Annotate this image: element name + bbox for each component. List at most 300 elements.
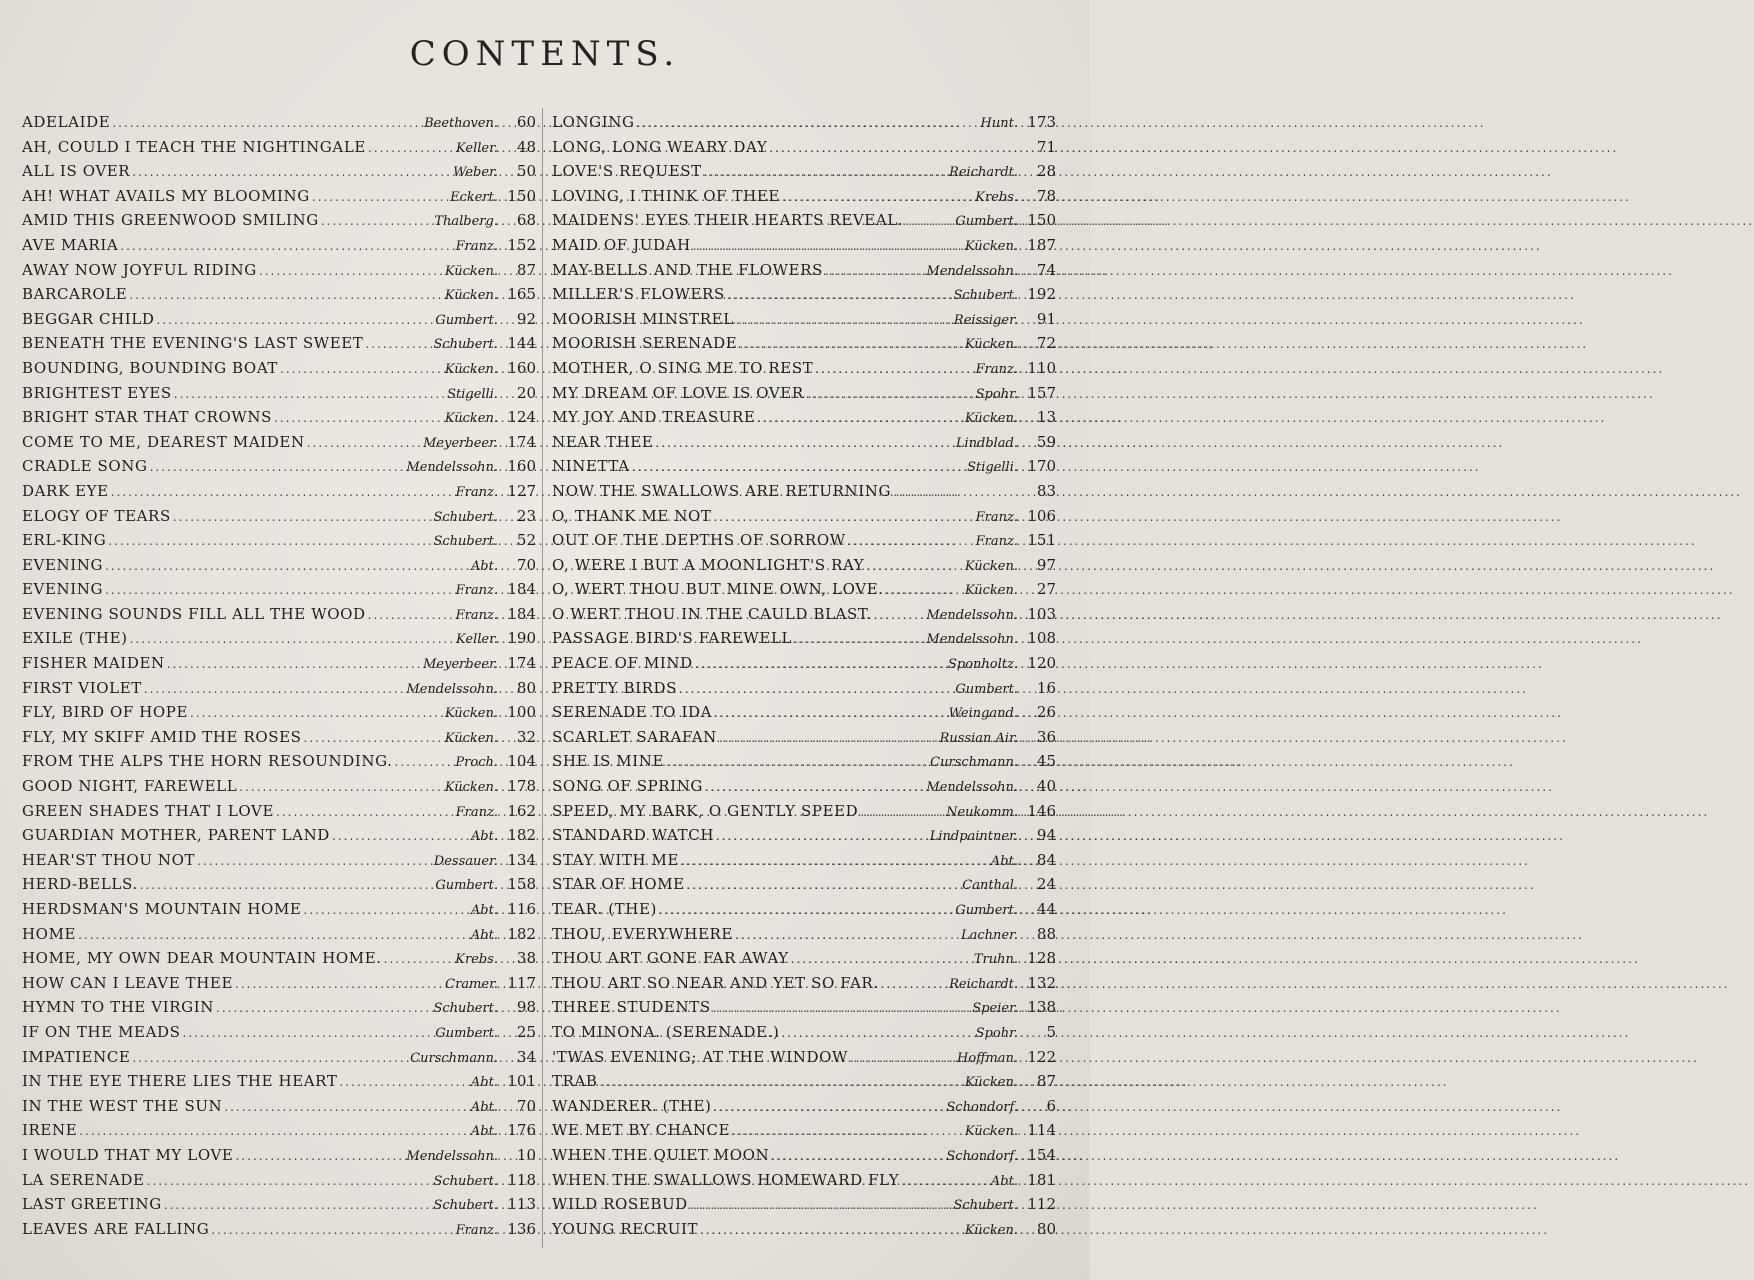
song-title: HOW CAN I LEAVE THEE xyxy=(22,973,233,992)
page-number: 52 xyxy=(516,531,536,550)
contents-entry xyxy=(22,602,536,627)
dot-leader xyxy=(79,1119,469,1144)
composer-name: Mendelssohn. xyxy=(406,681,498,697)
dot-leader xyxy=(105,554,469,579)
contents-entry xyxy=(22,553,536,578)
contents-entry xyxy=(22,454,536,479)
dot-leader xyxy=(881,972,947,997)
song-title: BARCAROLE xyxy=(22,285,128,304)
dot-leader xyxy=(190,701,443,726)
composer-name: Reissiger. xyxy=(953,312,1018,328)
composer-name: Meyerbeer. xyxy=(423,435,498,451)
composer-name: Schondorf. xyxy=(946,1148,1018,1164)
composer-name: Reichardt. xyxy=(949,976,1018,992)
composer-name: Franz. xyxy=(455,607,498,623)
page-number: 128 xyxy=(1027,949,1056,968)
song-title: FLY, BIRD OF HOPE xyxy=(22,703,189,722)
song-title: WE MET BY CHANCE xyxy=(552,1121,731,1140)
composer-name: Weingand. xyxy=(948,706,1018,722)
dot-leader xyxy=(105,578,454,603)
song-title: MOORISH SERENADE xyxy=(552,334,738,353)
dot-leader xyxy=(120,234,453,259)
contents-entry xyxy=(552,258,1056,283)
composer-name: Mendelssohn. xyxy=(406,460,498,476)
song-title: IN THE EYE THERE LIES THE HEART xyxy=(22,1072,338,1091)
contents-entry xyxy=(552,282,1056,307)
composer-name: Stigelli. xyxy=(447,386,498,402)
song-title: THOU, EVERYWHERE xyxy=(552,924,733,943)
composer-name: Schubert. xyxy=(433,534,498,550)
contents-entry xyxy=(22,1069,536,1094)
contents-entry xyxy=(22,1192,536,1217)
composer-name: Kücken. xyxy=(444,706,498,722)
dot-leader xyxy=(655,431,953,456)
dot-leader xyxy=(806,382,974,407)
page-number: 187 xyxy=(1027,235,1056,254)
contents-entry xyxy=(22,159,536,184)
dot-leader xyxy=(732,1119,963,1144)
composer-name: Gumbert. xyxy=(435,878,498,894)
page-number: 26 xyxy=(1036,703,1056,722)
song-title: GREEN SHADES THAT I LOVE xyxy=(22,801,275,820)
page-number: 117 xyxy=(507,973,536,992)
page-number: 182 xyxy=(507,924,536,943)
contents-entry xyxy=(552,971,1056,996)
contents-entry xyxy=(22,700,536,725)
song-title: CRADLE SONG xyxy=(22,457,148,476)
dot-leader xyxy=(716,824,928,849)
composer-name: Kücken. xyxy=(444,411,498,427)
contents-entry xyxy=(552,995,1056,1020)
contents-entry xyxy=(22,848,536,873)
dot-leader xyxy=(600,1070,963,1095)
song-title: GUARDIAN MOTHER, PARENT LAND xyxy=(22,826,330,845)
composer-name: Kücken. xyxy=(444,730,498,746)
page-number: 24 xyxy=(1036,875,1056,894)
contents-entry xyxy=(552,872,1056,897)
composer-name: Kücken. xyxy=(444,263,498,279)
dot-leader xyxy=(700,1218,963,1243)
composer-name: Beethoven. xyxy=(424,116,498,131)
contents-entry xyxy=(552,479,1056,504)
composer-name: Kücken. xyxy=(444,361,498,377)
song-title: EXILE (THE) xyxy=(22,629,128,648)
composer-name: Gumbert. xyxy=(955,214,1018,230)
contents-entry xyxy=(552,823,1056,848)
dot-leader xyxy=(78,923,469,948)
contents-entry xyxy=(22,1020,536,1045)
contents-entry xyxy=(552,848,1056,873)
contents-column-left xyxy=(22,110,536,1241)
song-title: IMPATIENCE xyxy=(22,1047,131,1066)
song-title: NINETTA xyxy=(552,457,630,476)
contents-entry xyxy=(552,1094,1056,1119)
composer-name: Schubert. xyxy=(433,1001,498,1017)
contents-entry xyxy=(22,774,536,799)
composer-name: Eckert. xyxy=(450,189,498,205)
page-title: CONTENTS. xyxy=(409,34,681,74)
page-number: 181 xyxy=(1027,1170,1056,1189)
dot-leader xyxy=(791,947,972,972)
dot-leader xyxy=(174,382,445,407)
page-number: 5 xyxy=(1046,1022,1056,1041)
composer-name: Keller. xyxy=(456,140,498,156)
composer-name: Franz. xyxy=(455,583,498,599)
page-number: 150 xyxy=(1027,211,1056,230)
dot-leader xyxy=(216,996,431,1021)
dot-leader xyxy=(679,677,953,702)
page-number: 20 xyxy=(516,383,536,402)
song-title: AH! WHAT AVAILS MY BLOOMING xyxy=(22,186,310,205)
composer-name: Abt. xyxy=(470,558,498,574)
song-title: MY JOY AND TREASURE xyxy=(552,408,756,427)
contents-entry xyxy=(552,946,1056,971)
dot-leader xyxy=(150,455,405,480)
composer-name: Meyerbeer. xyxy=(423,657,498,673)
song-title: WANDERER. (THE) xyxy=(552,1096,712,1115)
dot-leader xyxy=(108,529,431,554)
contents-entry xyxy=(552,799,1056,824)
composer-name: Canthal. xyxy=(962,878,1018,894)
dot-leader xyxy=(274,406,443,431)
dot-leader xyxy=(637,111,979,136)
page-number: 158 xyxy=(507,875,536,894)
dot-leader xyxy=(860,800,944,825)
composer-name: Curschmann. xyxy=(410,1050,498,1066)
song-title: STANDARD WATCH xyxy=(552,826,715,845)
composer-name: Franz. xyxy=(455,484,498,500)
dot-leader xyxy=(321,209,433,234)
page-number: 27 xyxy=(1036,580,1056,599)
dot-leader xyxy=(769,136,1016,161)
composer-name: Abt. xyxy=(470,1124,498,1140)
page-number: 84 xyxy=(1036,850,1056,869)
composer-name: Franz. xyxy=(455,804,498,820)
dot-leader xyxy=(794,627,924,652)
page-number: 151 xyxy=(1027,531,1056,550)
contents-entry xyxy=(552,208,1056,233)
page-number: 152 xyxy=(507,235,536,254)
song-title: O, WERT THOU BUT MINE OWN, LOVE. xyxy=(552,580,884,599)
page-number: 70 xyxy=(516,555,536,574)
contents-entry xyxy=(22,577,536,602)
page-number: 113 xyxy=(507,1195,536,1214)
dot-leader xyxy=(365,332,431,357)
composer-name: Kücken. xyxy=(444,780,498,796)
contents-entry xyxy=(22,946,536,971)
dot-leader xyxy=(173,505,432,530)
page-number: 83 xyxy=(1036,481,1056,500)
song-title: BRIGHTEST EYES xyxy=(22,383,172,402)
dot-leader xyxy=(727,283,952,308)
dot-leader xyxy=(893,480,1016,505)
dot-leader xyxy=(704,160,947,185)
song-title: HERDSMAN'S MOUNTAIN HOME xyxy=(22,900,302,918)
song-title: YOUNG RECRUIT xyxy=(552,1219,699,1238)
contents-entry xyxy=(552,233,1056,258)
song-title: WHEN THE SWALLOWS HOMEWARD FLY xyxy=(552,1170,900,1189)
page-number: 6 xyxy=(1046,1096,1056,1115)
dot-leader xyxy=(713,996,971,1021)
page-number: 132 xyxy=(1027,973,1056,992)
contents-entry xyxy=(552,454,1056,479)
dot-leader xyxy=(384,947,454,972)
contents-entry xyxy=(22,725,536,750)
contents-entry xyxy=(22,184,536,209)
dot-leader xyxy=(690,1193,952,1218)
page-number: 28 xyxy=(1036,162,1056,181)
composer-name: Keller. xyxy=(456,632,498,648)
dot-leader xyxy=(815,357,973,382)
page-number: 150 xyxy=(507,186,536,205)
contents-entry xyxy=(552,356,1056,381)
page-number: 10 xyxy=(516,1145,536,1164)
song-title: COME TO ME, DEAREST MAIDEN xyxy=(22,432,305,451)
dot-leader xyxy=(332,824,469,849)
composer-name: Kücken. xyxy=(964,1075,1018,1091)
composer-name: Schubert. xyxy=(953,288,1018,304)
song-title: OUT OF THE DEPTHS OF SORROW xyxy=(552,531,846,550)
page-number: 134 xyxy=(507,850,536,869)
song-title: ERL-KING xyxy=(22,531,107,550)
composer-name: Kücken. xyxy=(964,238,1018,254)
dot-leader xyxy=(368,603,454,628)
contents-entry xyxy=(552,1118,1056,1143)
dot-leader xyxy=(132,160,451,185)
dot-leader xyxy=(632,455,965,480)
composer-name: Speier. xyxy=(972,1001,1018,1017)
dot-leader xyxy=(713,505,973,530)
page-number: 91 xyxy=(1036,309,1056,328)
page-number: 174 xyxy=(507,432,536,451)
song-title: WILD ROSEBUD xyxy=(552,1195,688,1214)
page-number: 114 xyxy=(1027,1121,1056,1140)
song-title: SPEED, MY BARK, O GENTLY SPEED xyxy=(552,801,859,820)
song-title: IN THE WEST THE SUN xyxy=(22,1096,223,1115)
page-number: 44 xyxy=(1036,900,1056,918)
composer-name: Krebs. xyxy=(455,952,498,968)
page-number: 74 xyxy=(1036,260,1056,279)
page-number: 136 xyxy=(507,1219,536,1238)
contents-entry xyxy=(552,1217,1056,1242)
dot-leader xyxy=(157,308,434,333)
song-title: PEACE OF MIND xyxy=(552,654,693,673)
dot-leader xyxy=(739,332,963,357)
page-number: 13 xyxy=(1036,408,1056,427)
dot-leader xyxy=(129,283,442,308)
song-title: MAID OF JUDAH xyxy=(552,235,691,254)
page-number: 174 xyxy=(507,654,536,673)
dot-leader xyxy=(395,750,454,775)
composer-name: Abt. xyxy=(470,1099,498,1115)
song-title: WHEN THE QUIET MOON xyxy=(552,1145,770,1164)
page-number: 80 xyxy=(1036,1219,1056,1238)
composer-name: Stigelli. xyxy=(967,460,1018,476)
page-number: 45 xyxy=(1036,752,1056,771)
page-number: 106 xyxy=(1027,506,1056,525)
song-title: PASSAGE BIRD'S FAREWELL xyxy=(552,629,793,648)
contents-entry xyxy=(22,1143,536,1168)
song-title: SERENADE TO IDA xyxy=(552,703,713,722)
page-number: 38 xyxy=(516,949,536,968)
page-number: 110 xyxy=(1027,358,1056,377)
contents-entry xyxy=(22,405,536,430)
contents-entry xyxy=(552,577,1056,602)
page-number: 165 xyxy=(507,285,536,304)
song-title: FLY, MY SKIFF AMID THE ROSES xyxy=(22,727,302,746)
column-divider xyxy=(542,108,543,1248)
dot-leader xyxy=(659,898,953,923)
song-title: FISHER MAIDEN xyxy=(22,654,165,673)
song-title: MILLER'S FLOWERS xyxy=(552,285,725,304)
dot-leader xyxy=(782,185,973,210)
contents-entry xyxy=(22,823,536,848)
song-title: EVENING SOUNDS FILL ALL THE WOOD xyxy=(22,604,366,623)
page-number: 127 xyxy=(507,481,536,500)
song-title: MOORISH MINSTREL xyxy=(552,309,734,328)
dot-leader xyxy=(736,308,952,333)
contents-entry xyxy=(22,749,536,774)
contents-entry xyxy=(552,184,1056,209)
song-title: TEAR. (THE) xyxy=(552,900,657,918)
contents-entry xyxy=(22,1118,536,1143)
page-number: 192 xyxy=(1027,285,1056,304)
song-title: FIRST VIOLET xyxy=(22,678,142,697)
song-title: SONG OF SPRING xyxy=(552,777,704,796)
contents-entry xyxy=(22,381,536,406)
composer-name: Gumbert. xyxy=(435,1025,498,1041)
song-title: IRENE xyxy=(22,1121,78,1140)
composer-name: Kücken. xyxy=(964,411,1018,427)
contents-entry xyxy=(552,602,1056,627)
song-title: THREE STUDENTS xyxy=(552,998,711,1017)
contents-entry xyxy=(552,725,1056,750)
page-number: 87 xyxy=(516,260,536,279)
composer-name: Mendelssohn. xyxy=(406,1148,498,1164)
dot-leader xyxy=(905,209,953,234)
dot-leader xyxy=(695,652,946,677)
page-number: 178 xyxy=(507,777,536,796)
song-title: TRAB xyxy=(552,1072,598,1091)
contents-entry xyxy=(22,282,536,307)
song-title: MAY-BELLS AND THE FLOWERS xyxy=(552,260,824,279)
contents-entry xyxy=(22,258,536,283)
contents-entry xyxy=(552,1020,1056,1045)
dot-leader xyxy=(719,726,938,751)
dot-leader xyxy=(183,1021,434,1046)
composer-name: Schubert. xyxy=(433,509,498,525)
song-title: EVENING xyxy=(22,580,104,599)
page-number: 50 xyxy=(516,162,536,181)
contents-entry xyxy=(552,553,1056,578)
dot-leader xyxy=(687,873,961,898)
page-number: 184 xyxy=(507,604,536,623)
composer-name: Kücken. xyxy=(964,558,1018,574)
contents-entry xyxy=(552,897,1056,922)
dot-leader xyxy=(874,603,925,628)
contents-entry xyxy=(22,626,536,651)
song-title: BRIGHT STAR THAT CROWNS xyxy=(22,408,272,427)
page-number: 116 xyxy=(507,900,536,918)
page-number: 40 xyxy=(1036,777,1056,796)
dot-leader xyxy=(693,234,963,259)
page-number: 100 xyxy=(507,703,536,722)
song-title: MAIDENS' EYES THEIR HEARTS REVEAL. xyxy=(552,211,904,230)
composer-name: Spohr. xyxy=(975,1025,1018,1041)
contents-entry xyxy=(22,995,536,1020)
song-title: LONGING xyxy=(552,113,635,131)
composer-name: Proch. xyxy=(455,755,498,771)
dot-leader xyxy=(147,1169,432,1194)
page-number: 112 xyxy=(1027,1195,1056,1214)
dot-leader xyxy=(197,849,432,874)
page-number: 98 xyxy=(516,998,536,1017)
contents-entry xyxy=(552,110,1056,135)
song-title: BOUNDING, BOUNDING BOAT xyxy=(22,358,279,377)
composer-name: Kücken. xyxy=(964,337,1018,353)
composer-name: Kücken. xyxy=(444,288,498,304)
contents-entry xyxy=(22,479,536,504)
page-number: 92 xyxy=(516,309,536,328)
song-title: HEAR'ST THOU NOT xyxy=(22,850,196,869)
composer-name: Truhn. xyxy=(973,952,1018,968)
song-title: LEAVES ARE FALLING xyxy=(22,1219,210,1238)
page-number: 59 xyxy=(1036,432,1056,451)
contents-entry xyxy=(22,430,536,455)
page-number: 120 xyxy=(1027,654,1056,673)
composer-name: Sponholtz. xyxy=(948,657,1018,673)
composer-name: Lachner. xyxy=(960,927,1018,943)
contents-entry xyxy=(552,504,1056,529)
song-title: MY DREAM OF LOVE IS OVER xyxy=(552,383,804,402)
contents-entry xyxy=(552,331,1056,356)
song-title: HOME xyxy=(22,924,77,943)
dot-leader xyxy=(304,726,443,751)
song-title: MOTHER, O SING ME TO REST xyxy=(552,358,814,377)
song-title: AH, COULD I TEACH THE NIGHTINGALE xyxy=(22,137,366,156)
page-number: 124 xyxy=(507,408,536,427)
composer-name: Hoffman. xyxy=(957,1050,1018,1066)
page-number: 88 xyxy=(1036,924,1056,943)
contents-entry xyxy=(22,528,536,553)
dot-leader xyxy=(211,1218,453,1243)
song-title: THOU ART SO NEAR AND YET SO FAR. xyxy=(552,973,879,992)
contents-entry xyxy=(22,110,536,135)
song-title: LA SERENADE xyxy=(22,1170,145,1189)
page-number: 70 xyxy=(516,1096,536,1115)
composer-name: Kücken. xyxy=(964,583,1018,599)
composer-name: Abt. xyxy=(990,1173,1018,1189)
contents-entry xyxy=(552,135,1056,160)
composer-name: Dessauer. xyxy=(433,853,498,869)
composer-name: Krebs. xyxy=(975,189,1018,205)
contents-entry xyxy=(22,872,536,897)
song-title: DARK EYE xyxy=(22,481,109,500)
contents-column-right xyxy=(552,110,1056,1241)
dot-leader xyxy=(901,1169,989,1194)
page-number: 97 xyxy=(1036,555,1056,574)
page-number: 23 xyxy=(516,506,536,525)
dot-leader xyxy=(144,677,405,702)
song-title: BENEATH THE EVENING'S LAST SWEET xyxy=(22,334,364,353)
contents-entry xyxy=(552,922,1056,947)
composer-name: Franz. xyxy=(975,361,1018,377)
composer-name: Gumbert. xyxy=(435,312,498,328)
dot-leader xyxy=(235,972,443,997)
contents-entry xyxy=(22,1045,536,1070)
page-number: 60 xyxy=(516,113,536,131)
page-number: 162 xyxy=(507,801,536,820)
